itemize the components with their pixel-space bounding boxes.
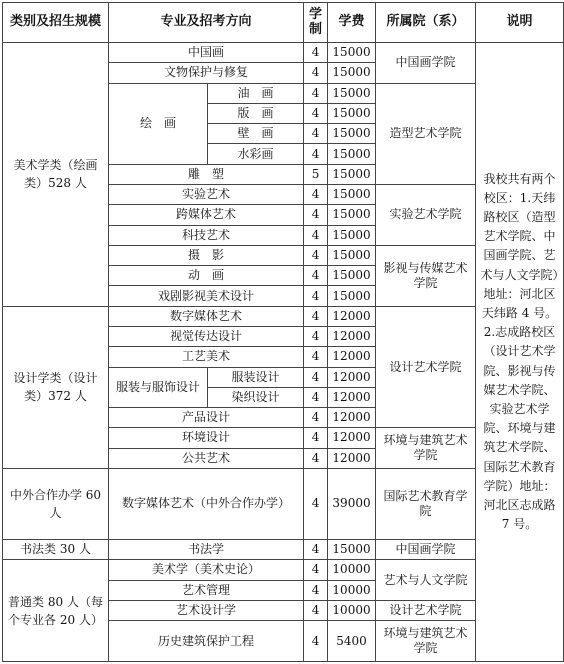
duration-cell: 4 [304,367,328,387]
admissions-table [2,2,564,662]
duration-cell: 4 [304,580,328,600]
major-cell: 公共艺术 [109,448,304,468]
major-cell: 服装设计 [208,367,304,387]
tuition-cell: 15000 [328,266,376,286]
school-cell: 设计艺术学院 [376,306,476,428]
header-category: 类别及招生规模 [3,3,109,43]
major-cell: 环境设计 [109,428,304,448]
duration-cell: 4 [304,266,328,286]
tuition-cell: 15000 [328,539,376,559]
category-cell: 设计学类（设计类）372 人 [3,306,109,468]
major-cell: 版 画 [208,103,304,123]
duration-cell: 4 [304,408,328,428]
tuition-cell: 10000 [328,600,376,620]
group-cell: 服装与服饰设计 [109,367,208,408]
tuition-cell: 15000 [328,103,376,123]
major-cell: 雕 塑 [109,164,304,184]
tuition-cell: 15000 [328,164,376,184]
duration-cell: 4 [304,306,328,326]
tuition-cell: 15000 [328,124,376,144]
header-tuition: 学费 [328,3,376,43]
duration-cell: 4 [304,63,328,83]
tuition-cell: 15000 [328,63,376,83]
major-cell: 跨媒体艺术 [109,205,304,225]
major-cell: 壁 画 [208,124,304,144]
tuition-cell: 12000 [328,367,376,387]
school-cell: 中国画学院 [376,539,476,559]
major-cell: 历史建筑保护工程 [109,621,304,662]
duration-cell: 4 [304,560,328,580]
duration-cell: 4 [304,468,328,539]
tuition-cell: 10000 [328,560,376,580]
school-cell: 实验艺术学院 [376,184,476,245]
major-cell: 摄 影 [109,245,304,265]
duration-cell: 4 [304,184,328,204]
tuition-cell: 15000 [328,225,376,245]
school-cell: 环境与建筑艺术学院 [376,621,476,662]
major-cell: 数字媒体艺术 [109,306,304,326]
major-cell: 艺术设计学 [109,600,304,620]
major-cell: 中国画 [109,43,304,63]
tuition-cell: 15000 [328,184,376,204]
tuition-cell: 39000 [328,468,376,539]
major-cell: 染织设计 [208,387,304,407]
tuition-cell: 15000 [328,286,376,306]
tuition-cell: 12000 [328,408,376,428]
tuition-cell: 15000 [328,83,376,103]
major-cell: 戏剧影视美术设计 [109,286,304,306]
major-cell: 数字媒体艺术（中外合作办学） [109,468,304,539]
duration-cell: 4 [304,124,328,144]
major-cell: 油 画 [208,83,304,103]
tuition-cell: 12000 [328,387,376,407]
tuition-cell: 15000 [328,245,376,265]
tuition-cell: 12000 [328,326,376,346]
school-cell: 造型艺术学院 [376,83,476,184]
duration-cell: 4 [304,103,328,123]
school-cell: 国际艺术教育学院 [376,468,476,539]
duration-cell: 4 [304,448,328,468]
tuition-cell: 12000 [328,306,376,326]
major-cell: 工艺美术 [109,347,304,367]
major-cell: 水彩画 [208,144,304,164]
major-cell: 文物保护与修复 [109,63,304,83]
tuition-cell: 5400 [328,621,376,662]
duration-cell: 4 [304,43,328,63]
major-cell: 艺术管理 [109,580,304,600]
duration-cell: 4 [304,600,328,620]
header-major: 专业及招考方向 [109,3,304,43]
duration-cell: 4 [304,225,328,245]
duration-cell: 4 [304,144,328,164]
tuition-cell: 10000 [328,580,376,600]
tuition-cell: 12000 [328,347,376,367]
major-cell: 产品设计 [109,408,304,428]
header-row [3,3,564,43]
major-cell: 美术学（美术史论） [109,560,304,580]
major-cell: 科技艺术 [109,225,304,245]
duration-cell: 4 [304,205,328,225]
header-school: 所属院（系） [376,3,476,43]
category-cell: 中外合作办学 60 人 [3,468,109,539]
table-row [3,43,564,63]
school-cell: 环境与建筑艺术学院 [376,428,476,469]
school-cell: 影视与传媒艺术学院 [376,245,476,306]
tuition-cell: 12000 [328,448,376,468]
duration-cell: 4 [304,326,328,346]
tuition-cell: 15000 [328,205,376,225]
duration-cell: 4 [304,83,328,103]
category-cell: 普通类 80 人（每个专业各 20 人） [3,560,109,662]
tuition-cell: 15000 [328,144,376,164]
header-notes: 说明 [476,3,564,43]
duration-cell: 4 [304,539,328,559]
duration-cell: 4 [304,387,328,407]
header-duration: 学制 [304,3,328,43]
duration-cell: 4 [304,286,328,306]
tuition-cell: 15000 [328,43,376,63]
duration-cell: 4 [304,347,328,367]
tuition-cell: 12000 [328,428,376,448]
duration-cell: 5 [304,164,328,184]
group-cell: 绘 画 [109,83,208,164]
duration-cell: 4 [304,621,328,662]
duration-cell: 4 [304,245,328,265]
category-cell: 书法类 30 人 [3,539,109,559]
school-cell: 中国画学院 [376,43,476,84]
major-cell: 实验艺术 [109,184,304,204]
major-cell: 视觉传达设计 [109,326,304,346]
major-cell: 书法学 [109,539,304,559]
category-cell: 美术学类（绘画类）528 人 [3,43,109,307]
school-cell: 设计艺术学院 [376,600,476,620]
notes-cell: 我校共有两个校区：1.天纬路校区（造型艺术学院、中国画学院、艺术与人文学院）地址：河北区天纬路 4 号。2.志成路校区（设计艺术学院、影视与传媒艺术学院、实验艺术学院、环境与建筑艺术学院、国际艺术教育学院）地址：河北区志成路 7 号。 [476,43,564,662]
major-cell: 动 画 [109,266,304,286]
duration-cell: 4 [304,428,328,448]
school-cell: 艺术与人文学院 [376,560,476,601]
